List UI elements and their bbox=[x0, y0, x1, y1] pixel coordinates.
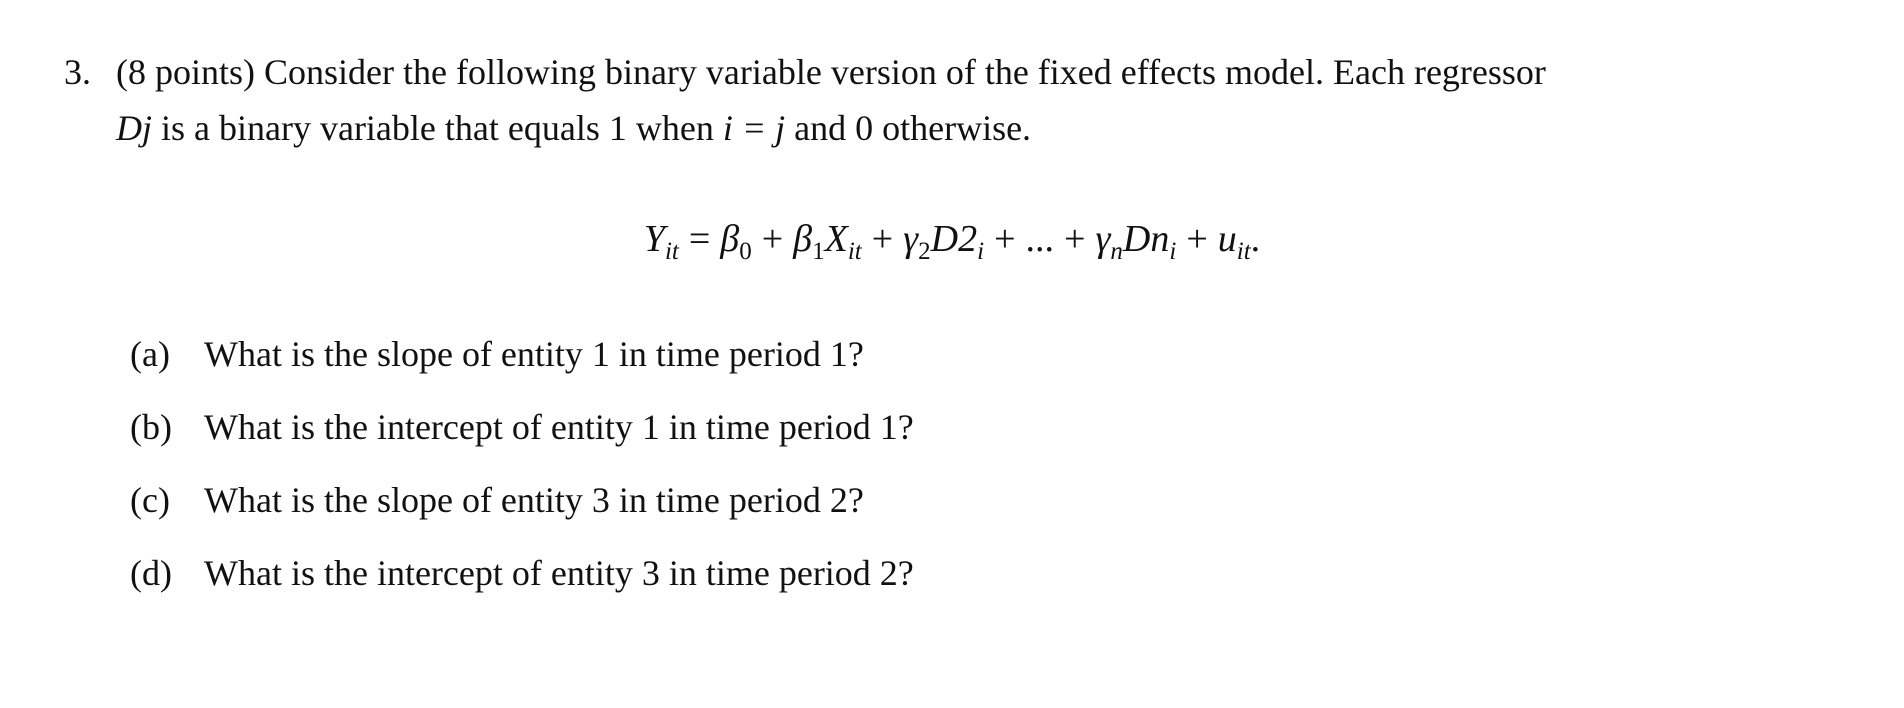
problem-text-b: and 0 otherwise. bbox=[785, 108, 1032, 148]
sub-question-text: What is the intercept of entity 3 in time period 2? bbox=[204, 553, 914, 593]
eq-u: u bbox=[1217, 218, 1237, 260]
eq-x-sub: it bbox=[847, 238, 862, 265]
sub-question-label: (b) bbox=[130, 407, 172, 447]
eq-gamma2: γ bbox=[903, 218, 919, 260]
eq-gamman: γ bbox=[1095, 218, 1111, 260]
regressor-variable: Dj bbox=[116, 108, 152, 148]
eq-beta1-sub: 1 bbox=[812, 238, 825, 265]
eq-plus-2: + bbox=[871, 218, 894, 260]
problem-line-2 bbox=[64, 100, 1844, 156]
eq-dn: Dn bbox=[1122, 218, 1170, 260]
eq-dots: ... bbox=[1025, 218, 1054, 260]
eq-equals: = bbox=[688, 218, 711, 260]
eq-lhs-sub: it bbox=[664, 238, 679, 265]
eq-period: . bbox=[1250, 218, 1261, 260]
sub-questions bbox=[130, 318, 914, 610]
sub-question-a bbox=[130, 318, 914, 391]
eq-plus-5: + bbox=[1186, 218, 1208, 260]
eq-plus-1: + bbox=[761, 218, 784, 260]
eq-beta1: β bbox=[793, 218, 813, 260]
eq-lhs: Y bbox=[643, 218, 665, 260]
eq-dn-sub: i bbox=[1169, 238, 1177, 265]
index-condition: i = j bbox=[722, 108, 786, 148]
sub-question-text: What is the slope of entity 3 in time period 2? bbox=[204, 480, 864, 520]
eq-beta0: β bbox=[720, 218, 740, 260]
sub-question-text: What is the intercept of entity 1 in time period 1? bbox=[204, 407, 914, 447]
sub-question-label: (c) bbox=[130, 480, 170, 520]
eq-d2: D2 bbox=[930, 218, 978, 260]
eq-gamma2-sub: 2 bbox=[918, 238, 931, 265]
sub-question-label: (a) bbox=[130, 334, 170, 374]
fixed-effects-equation bbox=[0, 211, 1904, 267]
eq-d2-sub: i bbox=[977, 238, 985, 265]
eq-beta0-sub: 0 bbox=[739, 238, 752, 265]
eq-gamman-sub: n bbox=[1110, 238, 1123, 265]
eq-x: X bbox=[824, 218, 848, 260]
sub-question-text: What is the slope of entity 1 in time period 1? bbox=[204, 334, 864, 374]
problem-text-a: is a binary variable that equals 1 when bbox=[152, 108, 723, 148]
sub-question-b bbox=[130, 391, 914, 464]
sub-question-d bbox=[130, 537, 914, 610]
sub-question-c bbox=[130, 464, 914, 537]
eq-u-sub: it bbox=[1236, 238, 1251, 265]
problem-statement bbox=[64, 44, 1844, 156]
eq-plus-3: + bbox=[994, 218, 1016, 260]
problem-line-1 bbox=[64, 44, 1844, 100]
eq-plus-4: + bbox=[1064, 218, 1086, 260]
problem-intro-text: (8 points) Consider the following binary variable version of the fixed effects model. Each regressor bbox=[116, 52, 1546, 92]
sub-question-label: (d) bbox=[130, 553, 172, 593]
problem-number: 3. bbox=[64, 52, 91, 92]
